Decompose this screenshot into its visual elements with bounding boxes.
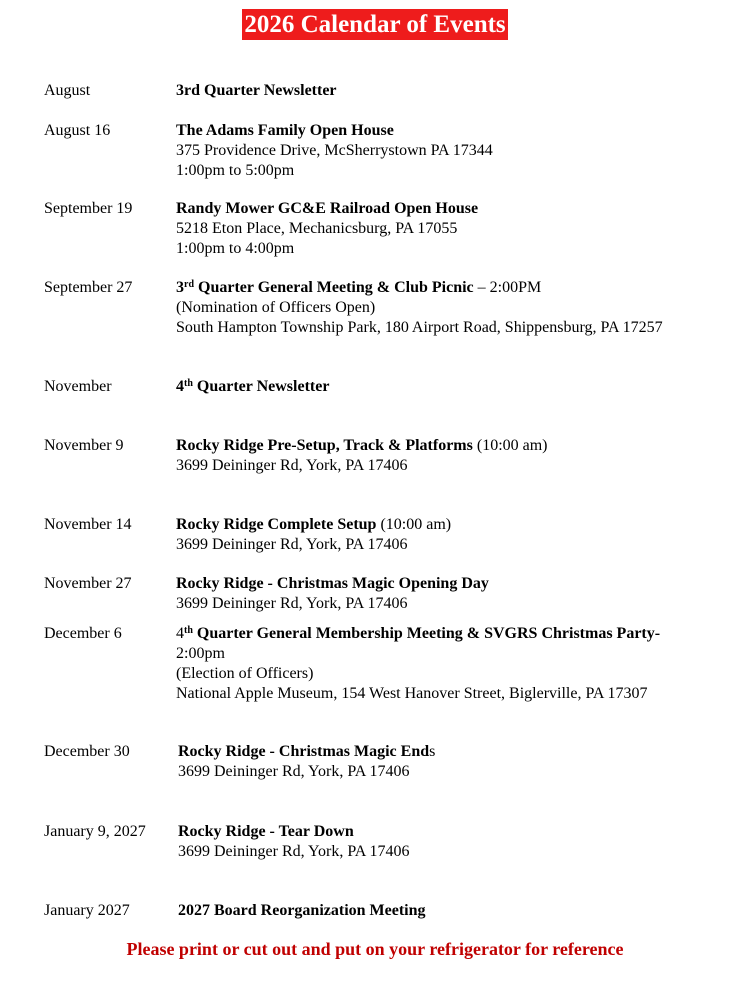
event-details: [176, 278, 736, 338]
event-headline: [178, 822, 738, 842]
event-title: 2027 Board Reorganization Meeting: [178, 902, 426, 919]
ordinal-suffix: th: [184, 624, 193, 636]
event-headline: [176, 624, 736, 644]
event-title: Randy Mower GC&E Railroad Open House: [176, 200, 479, 217]
footer-note: Please print or cut out and put on your refrigerator for reference: [126, 939, 624, 959]
event-details: [176, 121, 736, 181]
event-note: (Nomination of Officers Open): [176, 299, 376, 316]
event-address: 3699 Deininger Rd, York, PA 17406: [176, 595, 408, 612]
event-headline: [178, 742, 738, 762]
event-details: [176, 199, 736, 259]
event-title: Rocky Ridge Pre-Setup, Track & Platforms: [176, 437, 473, 454]
event-time: 1:00pm to 5:00pm: [176, 162, 295, 179]
event-time: 1:00pm to 4:00pm: [176, 240, 295, 257]
event-date: November 27: [44, 575, 132, 592]
event-headline: [176, 436, 736, 456]
event-title: 3rd Quarter Newsletter: [176, 82, 337, 99]
event-address: 5218 Eton Place, Mechanicsburg, PA 17055: [176, 220, 458, 237]
event-details: [178, 822, 738, 862]
event-note: (Election of Officers): [176, 665, 314, 682]
event-headline: [176, 574, 736, 594]
event-details: [178, 901, 738, 921]
event-date: August: [44, 82, 91, 99]
event-title: Rocky Ridge Complete Setup: [176, 516, 377, 533]
event-date: January 9, 2027: [44, 823, 146, 840]
event-title: Rocky Ridge - Christmas Magic Opening Day: [176, 575, 489, 592]
event-date: December 6: [44, 625, 122, 642]
event-date: November 14: [44, 516, 132, 533]
event-address: South Hampton Township Park, 180 Airport Road, Shippensburg, PA 17257: [176, 319, 663, 336]
event-address: 375 Providence Drive, McSherrystown PA 17344: [176, 142, 493, 159]
event-details: [176, 436, 736, 476]
event-title: Rocky Ridge - Tear Down: [178, 823, 354, 840]
event-title-tail: s: [429, 743, 436, 760]
event-details: [178, 742, 738, 782]
event-time-inline: (10:00 am): [472, 437, 548, 454]
event-date: December 30: [44, 743, 130, 760]
event-address: 3699 Deininger Rd, York, PA 17406: [176, 457, 408, 474]
event-title-prefix: 4: [176, 625, 184, 642]
event-time-inline: (10:00 am): [376, 516, 452, 533]
title-area: [0, 9, 750, 40]
page-title: 2026 Calendar of Events: [244, 11, 506, 38]
event-headline: [176, 377, 736, 397]
event-details: [176, 574, 736, 614]
event-date: November: [44, 378, 112, 395]
event-date: November 9: [44, 437, 124, 454]
event-title: Rocky Ridge - Christmas Magic End: [178, 743, 430, 760]
event-title: Quarter General Meeting & Club Picnic: [194, 279, 474, 296]
event-details: [176, 515, 736, 555]
event-headline: [176, 515, 736, 535]
event-date: September 27: [44, 279, 133, 296]
event-title: Quarter Newsletter: [192, 378, 330, 395]
event-date: January 2027: [44, 902, 130, 919]
event-title-prefix: 4: [176, 378, 184, 395]
event-address: 3699 Deininger Rd, York, PA 17406: [176, 536, 408, 553]
event-details: [176, 377, 736, 397]
ordinal-suffix: th: [184, 377, 193, 389]
event-headline: [176, 121, 736, 141]
event-time-inline: – 2:00PM: [473, 279, 542, 296]
event-details: [176, 81, 736, 101]
event-headline: [178, 901, 738, 921]
event-headline: [176, 278, 736, 298]
event-title: Quarter General Membership Meeting & SVGRS Christmas Party-: [192, 625, 661, 642]
event-headline: [176, 81, 736, 101]
event-headline: [176, 199, 736, 219]
event-time: 2:00pm: [176, 645, 225, 662]
event-title: The Adams Family Open House: [176, 122, 394, 139]
event-address: National Apple Museum, 154 West Hanover Street, Biglerville, PA 17307: [176, 685, 648, 702]
event-details: [176, 624, 736, 704]
event-date: August 16: [44, 122, 111, 139]
ordinal-suffix: rd: [184, 278, 194, 290]
event-address: 3699 Deininger Rd, York, PA 17406: [178, 763, 410, 780]
event-title-prefix: 3: [176, 279, 184, 296]
event-address: 3699 Deininger Rd, York, PA 17406: [178, 843, 410, 860]
event-date: September 19: [44, 200, 133, 217]
